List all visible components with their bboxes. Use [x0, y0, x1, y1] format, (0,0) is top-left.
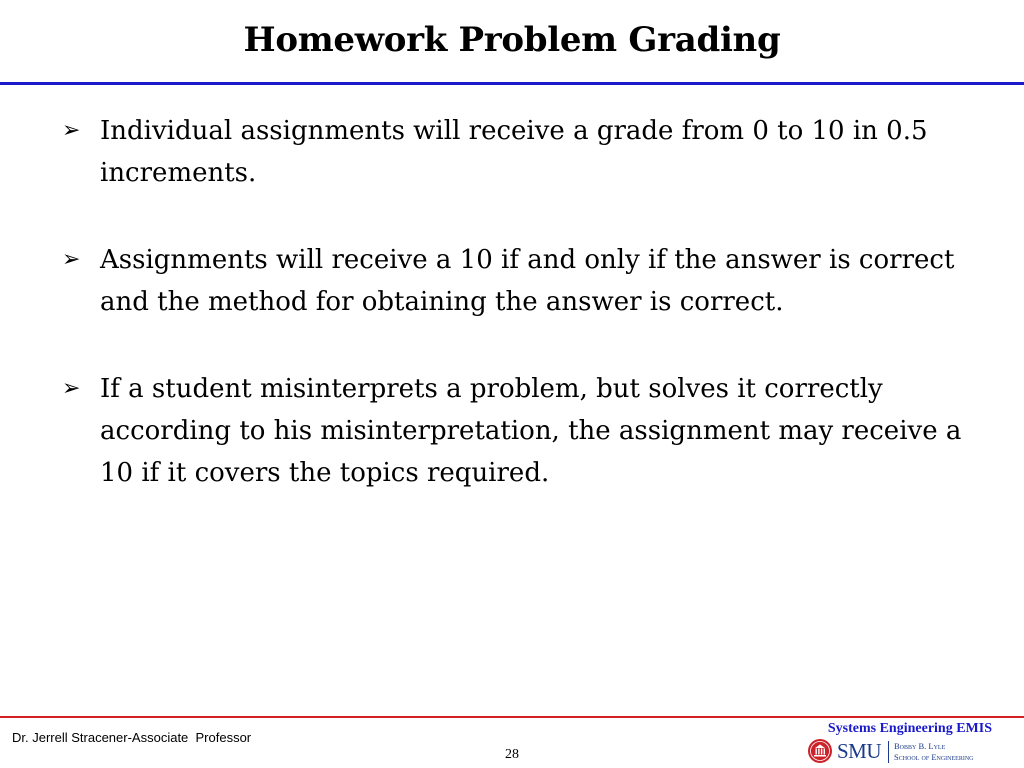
- bullet-item: [62, 368, 982, 494]
- school-line: Bobby B. Lyle: [894, 741, 946, 751]
- arrow-bullet-icon: ➢: [62, 247, 81, 272]
- footer-divider: [0, 716, 1024, 718]
- school-line: School of Engineering: [894, 752, 974, 762]
- footer-brand: [804, 720, 1020, 766]
- logo-divider: [888, 741, 889, 763]
- bullet-text: If a student misinterprets a problem, but solves it correctly according to his misinterpretation, the assignment may receive a 10 if it covers the topics required.: [100, 374, 962, 488]
- title-divider: [0, 82, 1024, 85]
- author-credit: Dr. Jerrell Stracener-Associate Professor: [12, 730, 252, 745]
- smu-wordmark: SMU: [837, 739, 882, 763]
- bullet-item: [62, 110, 982, 194]
- arrow-bullet-icon: ➢: [62, 376, 81, 401]
- bullet-text: Individual assignments will receive a grade from 0 to 10 in 0.5 increments.: [100, 116, 928, 188]
- slide-title: Homework Problem Grading: [243, 20, 781, 60]
- page-number: 28: [505, 747, 519, 762]
- department-label: Systems Engineering EMIS: [827, 721, 992, 736]
- bullet-item: [62, 239, 982, 323]
- bullet-text: Assignments will receive a 10 if and only if the answer is correct and the method for obtaining the answer is correct.: [100, 245, 955, 317]
- school-name: [894, 741, 974, 763]
- bullet-list: [62, 110, 982, 539]
- smu-seal-icon: [807, 738, 833, 764]
- arrow-bullet-icon: ➢: [62, 118, 81, 143]
